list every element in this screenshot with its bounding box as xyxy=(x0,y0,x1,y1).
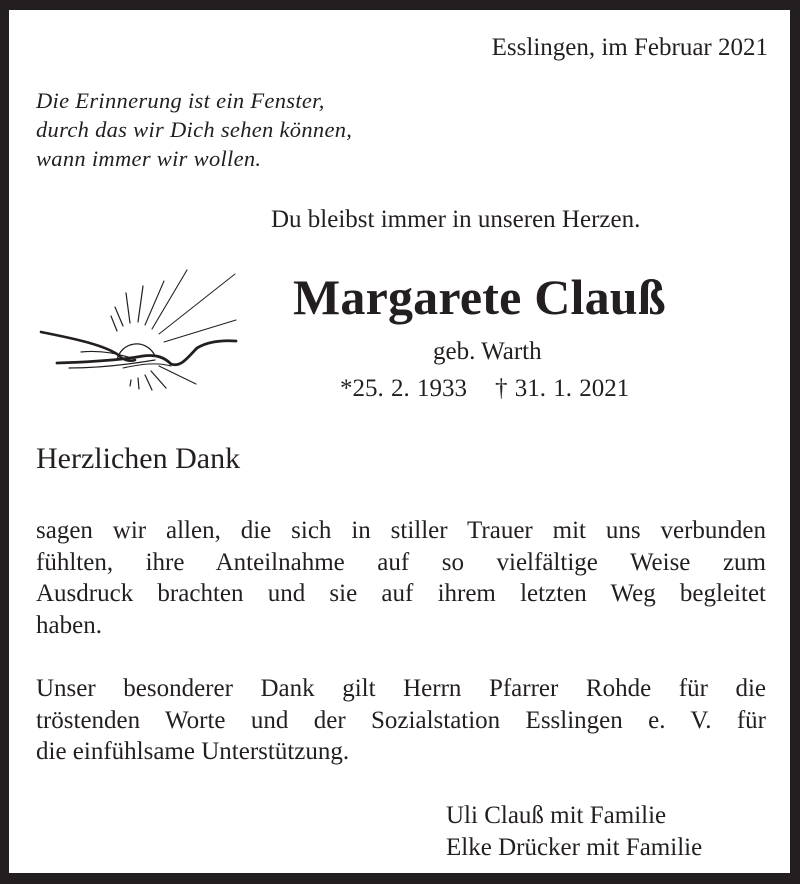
thanks-paragraph xyxy=(36,515,766,641)
obituary-notice xyxy=(9,10,790,873)
motto-quote xyxy=(36,86,352,173)
maiden-name: geb. Warth xyxy=(433,338,542,365)
motto-line: wann immer wir wollen. xyxy=(36,146,262,171)
signature-line: Uli Clauß mit Familie xyxy=(446,802,667,829)
motto-line: Die Erinnerung ist ein Fenster, xyxy=(36,88,325,113)
paragraph-line: haben. xyxy=(36,611,102,639)
paragraph-line: tröstenden Worte und der Sozialstation Esslingen e. V. für xyxy=(36,706,766,734)
sun-and-bird-icon xyxy=(31,256,241,396)
paragraph-line: Ausdruck brachten und sie auf ihrem letzten Weg begleitet xyxy=(36,580,766,607)
place-date: Esslingen, im Februar 2021 xyxy=(491,34,768,61)
birth-date: *25. 2. 1933 xyxy=(340,375,467,402)
thanks-heading: Herzlichen Dank xyxy=(36,442,241,475)
signature-line: Elke Drücker mit Familie xyxy=(446,834,703,861)
paragraph-line: Unser besonderer Dank gilt Herrn Pfarrer Rohde für die xyxy=(36,675,766,702)
paragraph-line: die einfühlsame Unterstützung. xyxy=(36,738,350,765)
signature xyxy=(446,800,702,864)
death-date: † 31. 1. 2021 xyxy=(495,375,630,402)
paragraph-line: fühlten, ihre Anteilnahme auf so vielfältige Weise zum xyxy=(36,548,766,576)
heart-line: Du bleibst immer in unseren Herzen. xyxy=(271,206,641,233)
special-thanks-paragraph xyxy=(36,673,766,768)
motto-line: durch das wir Dich sehen können, xyxy=(36,117,353,142)
life-dates xyxy=(340,375,629,403)
paragraph-line: sagen wir allen, die sich in stiller Trauer mit uns verbunden xyxy=(36,517,766,544)
deceased-name: Margarete Clauß xyxy=(293,269,666,325)
